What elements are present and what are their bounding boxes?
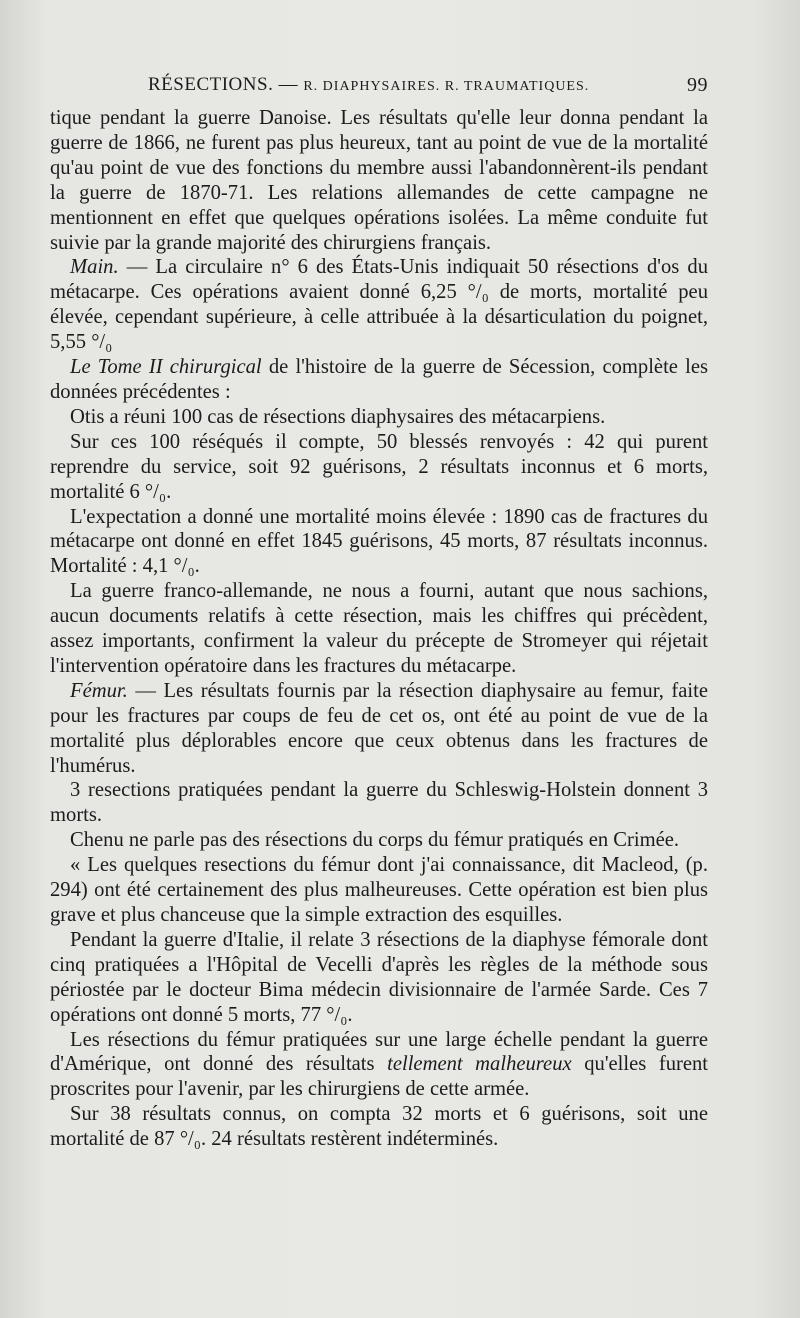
text-run: « Les quelques resections du fémur dont j'ai connaissance, dit Macleod, (p. 294) ont été certainement des plus malheureuses. Cette opération est bien plus grave et plus chanceuse que la simple extraction des esquilles. bbox=[50, 854, 708, 926]
text-run: Sur 38 résultats connus, on compta 32 morts et 6 guérisons, soit une mortalité de 87 °/₀. 24 résultats restèrent indéterminés. bbox=[50, 1103, 708, 1151]
text-run: Chenu ne parle pas des résections du corps du fémur pratiqués en Crimée. bbox=[70, 829, 680, 852]
paragraph bbox=[50, 853, 708, 928]
text-run: L'expectation a donné une mortalité moins élevée : 1890 cas de fractures du métacarpe ont donné en effet 1845 guérisons, 45 morts, 87 résultats inconnus. Mortalité : 4,1 °/₀. bbox=[50, 505, 708, 578]
paragraph bbox=[50, 579, 708, 679]
text-run: — Les résultats fournis par la résection diaphysaire au femur, faite pour les fractures par coups de feu de cet os, ont été au point de vue de la mortalité plus déplorables encore que ceux obtenus dans les fractures de l'humérus. bbox=[50, 679, 708, 777]
paragraph bbox=[50, 255, 708, 355]
paragraph bbox=[50, 679, 708, 779]
text-run: tique pendant la guerre Danoise. Les résultats qu'elle leur donna pendant la guerre de 1866, ne furent pas plus heureux, tant au point de vue de la mortalité qu'au point de vue des fonctions du membre aussi l'abandonnèrent-ils pendant la guerre de 1870-71. Les relations allemandes de cette campagne ne mentionnent en effet que quelques opérations isolées. La même conduite fut suivie par la grande majorité des chirurgiens français. bbox=[50, 107, 708, 254]
text-run: Otis a réuni 100 cas de résections diaphysaires des métacarpiens. bbox=[70, 405, 606, 428]
paragraph bbox=[50, 778, 708, 828]
paragraph bbox=[50, 355, 708, 405]
paragraph bbox=[50, 505, 708, 580]
running-title-subtitle: R. DIAPHYSAIRES. R. TRAUMATIQUES. bbox=[303, 79, 590, 94]
text-run: qu'elles furent proscrites pour l'avenir, par les chirurgiens de cette armée. bbox=[50, 1053, 709, 1101]
text-run: Les résections du fémur pratiquées sur une large échelle pendant la guerre d'Amérique, ont donné des résultats bbox=[50, 1028, 708, 1076]
running-title-main: RÉSECTIONS. bbox=[148, 74, 274, 95]
paragraph bbox=[50, 106, 708, 255]
text-run: La guerre franco-allemande, ne nous a fourni, autant que nous sachions, aucun documents relatifs à cette résection, mais les chiffres qui précèdent, assez importants, confirment la valeur du précepte de Stromeyer qui réjetait l'intervention opératoire dans les fractures du métacarpe. bbox=[50, 580, 708, 677]
body-text bbox=[50, 106, 708, 1152]
paragraph bbox=[50, 1102, 708, 1152]
text-run: — La circulaire n° 6 des États-Unis indiquait 50 résections d'os du métacarpe. Ces opérations avaient donné 6,25 °/₀ de morts, mortalité peu élevée, cependant supérieure, à celle attribuée à la désarticulation du poignet, 5,55 °/₀ bbox=[50, 256, 708, 354]
italic-run: Fémur. bbox=[70, 679, 128, 702]
text-run: 3 resections pratiquées pendant la guerre du Schleswig-Holstein donnent 3 morts. bbox=[50, 779, 708, 827]
running-title bbox=[148, 74, 589, 96]
running-header bbox=[52, 74, 708, 104]
running-title-dash: — bbox=[273, 74, 304, 95]
italic-run: tellement malheureux bbox=[387, 1053, 572, 1076]
italic-run: Main. bbox=[70, 256, 119, 279]
text-run: de l'histoire de la guerre de Sécession, complète les données précédentes : bbox=[50, 356, 708, 403]
paragraph bbox=[50, 928, 708, 1028]
paragraph bbox=[50, 405, 708, 430]
text-run: Sur ces 100 réséqués il compte, 50 blessés renvoyés : 42 qui purent reprendre du service, soit 92 guérisons, 2 résultats inconnus et 6 morts, mortalité 6 °/₀. bbox=[50, 430, 708, 503]
italic-run: Le Tome II chirurgical bbox=[70, 356, 262, 379]
paragraph bbox=[50, 430, 708, 505]
page-number: 99 bbox=[687, 74, 708, 96]
paragraph bbox=[50, 1028, 708, 1103]
paragraph bbox=[50, 828, 708, 853]
text-run: Pendant la guerre d'Italie, il relate 3 résections de la diaphyse fémorale dont cinq pratiquées a l'Hôpital de Vecelli d'après les règles de la méthode sous périostée par le docteur Bima médecin divisionnaire de l'armée Sarde. Ces 7 opérations ont donné 5 morts, 77 °/₀. bbox=[50, 928, 708, 1026]
